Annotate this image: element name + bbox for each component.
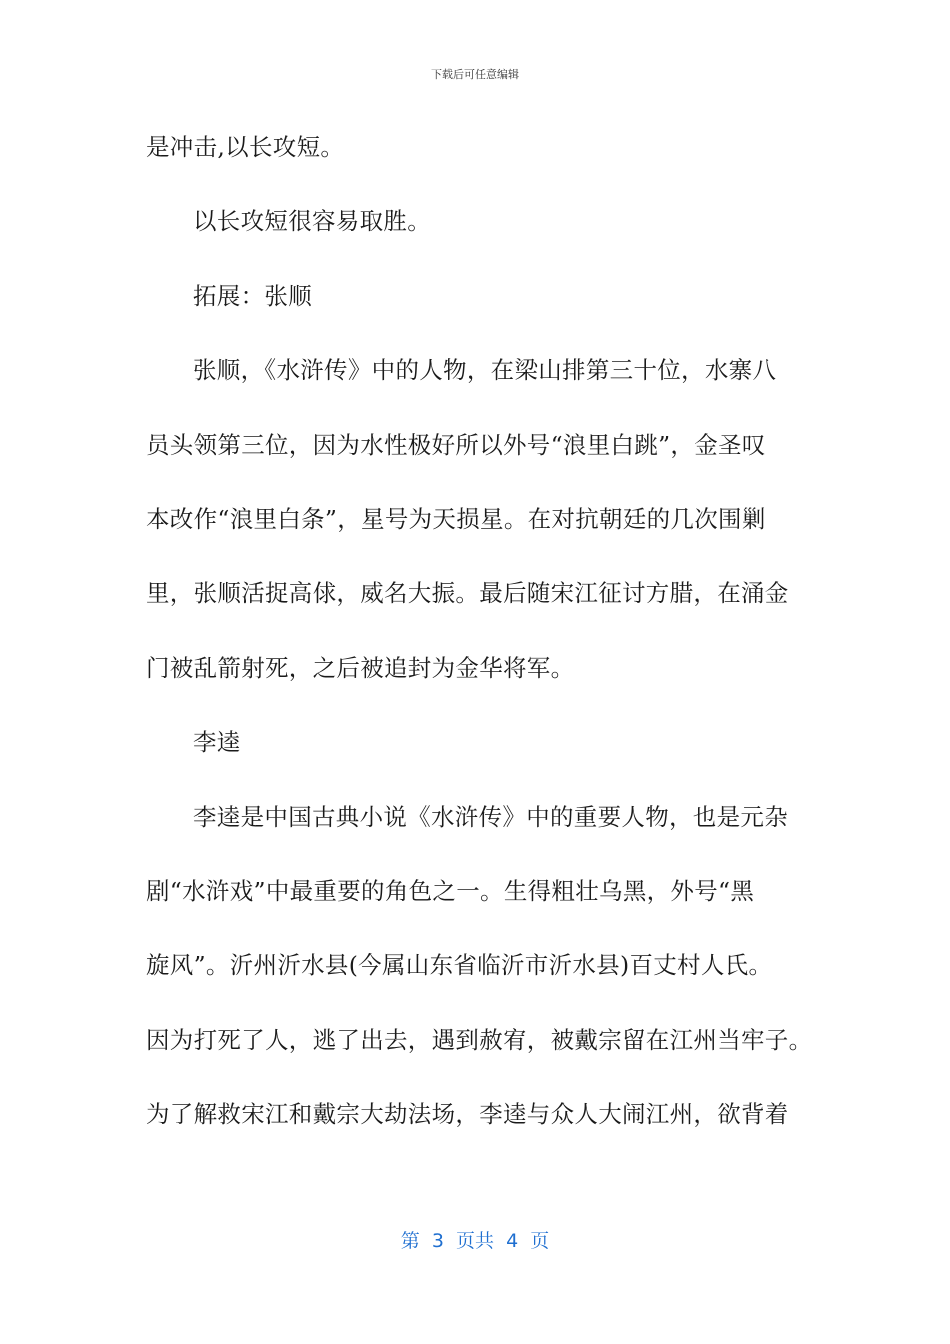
page-number: 第 3 页共 4 页 [400,1230,550,1252]
body-line: 剧“水浒戏”中最重要的角色之一。生得粗壮乌黑，外号“黑 [146,876,755,905]
section-heading: 李逵 [193,728,241,757]
body-line: 为了解救宋江和戴宗大劫法场，李逵与众人大闹江州，欲背着 [146,1100,789,1129]
body-line: 以长攻短很容易取胜。 [193,207,431,236]
body-line: 里，张顺活捉高俅，威名大振。最后随宋江征讨方腊，在涌金 [146,579,789,608]
body-line: 门被乱箭射死，之后被追封为金华将军。 [146,653,575,682]
body-line: 本改作“浪里白条”，星号为天损星。在对抗朝廷的几次围剿 [146,504,766,533]
section-heading: 拓展：张顺 [193,281,312,310]
document-body [146,124,811,1165]
body-line: 李逵是中国古典小说《水浒传》中的重要人物，也是元杂 [193,802,788,831]
body-line: 张顺，《水浒传》中的人物，在梁山排第三十位，水寨八 [193,356,777,385]
body-line: 员头领第三位，因为水性极好所以外号“浪里白跳”，金圣叹 [146,430,766,459]
page-header: 下载后可任意编辑 [431,68,519,81]
body-line: 因为打死了人，逃了出去，遇到赦宥，被戴宗留在江州当牢子。 [146,1025,813,1054]
body-line: 是冲击,以长攻短。 [146,133,345,161]
body-line: 旋风”。沂州沂水县(今属山东省临沂市沂水县)百丈村人氏。 [146,951,773,980]
